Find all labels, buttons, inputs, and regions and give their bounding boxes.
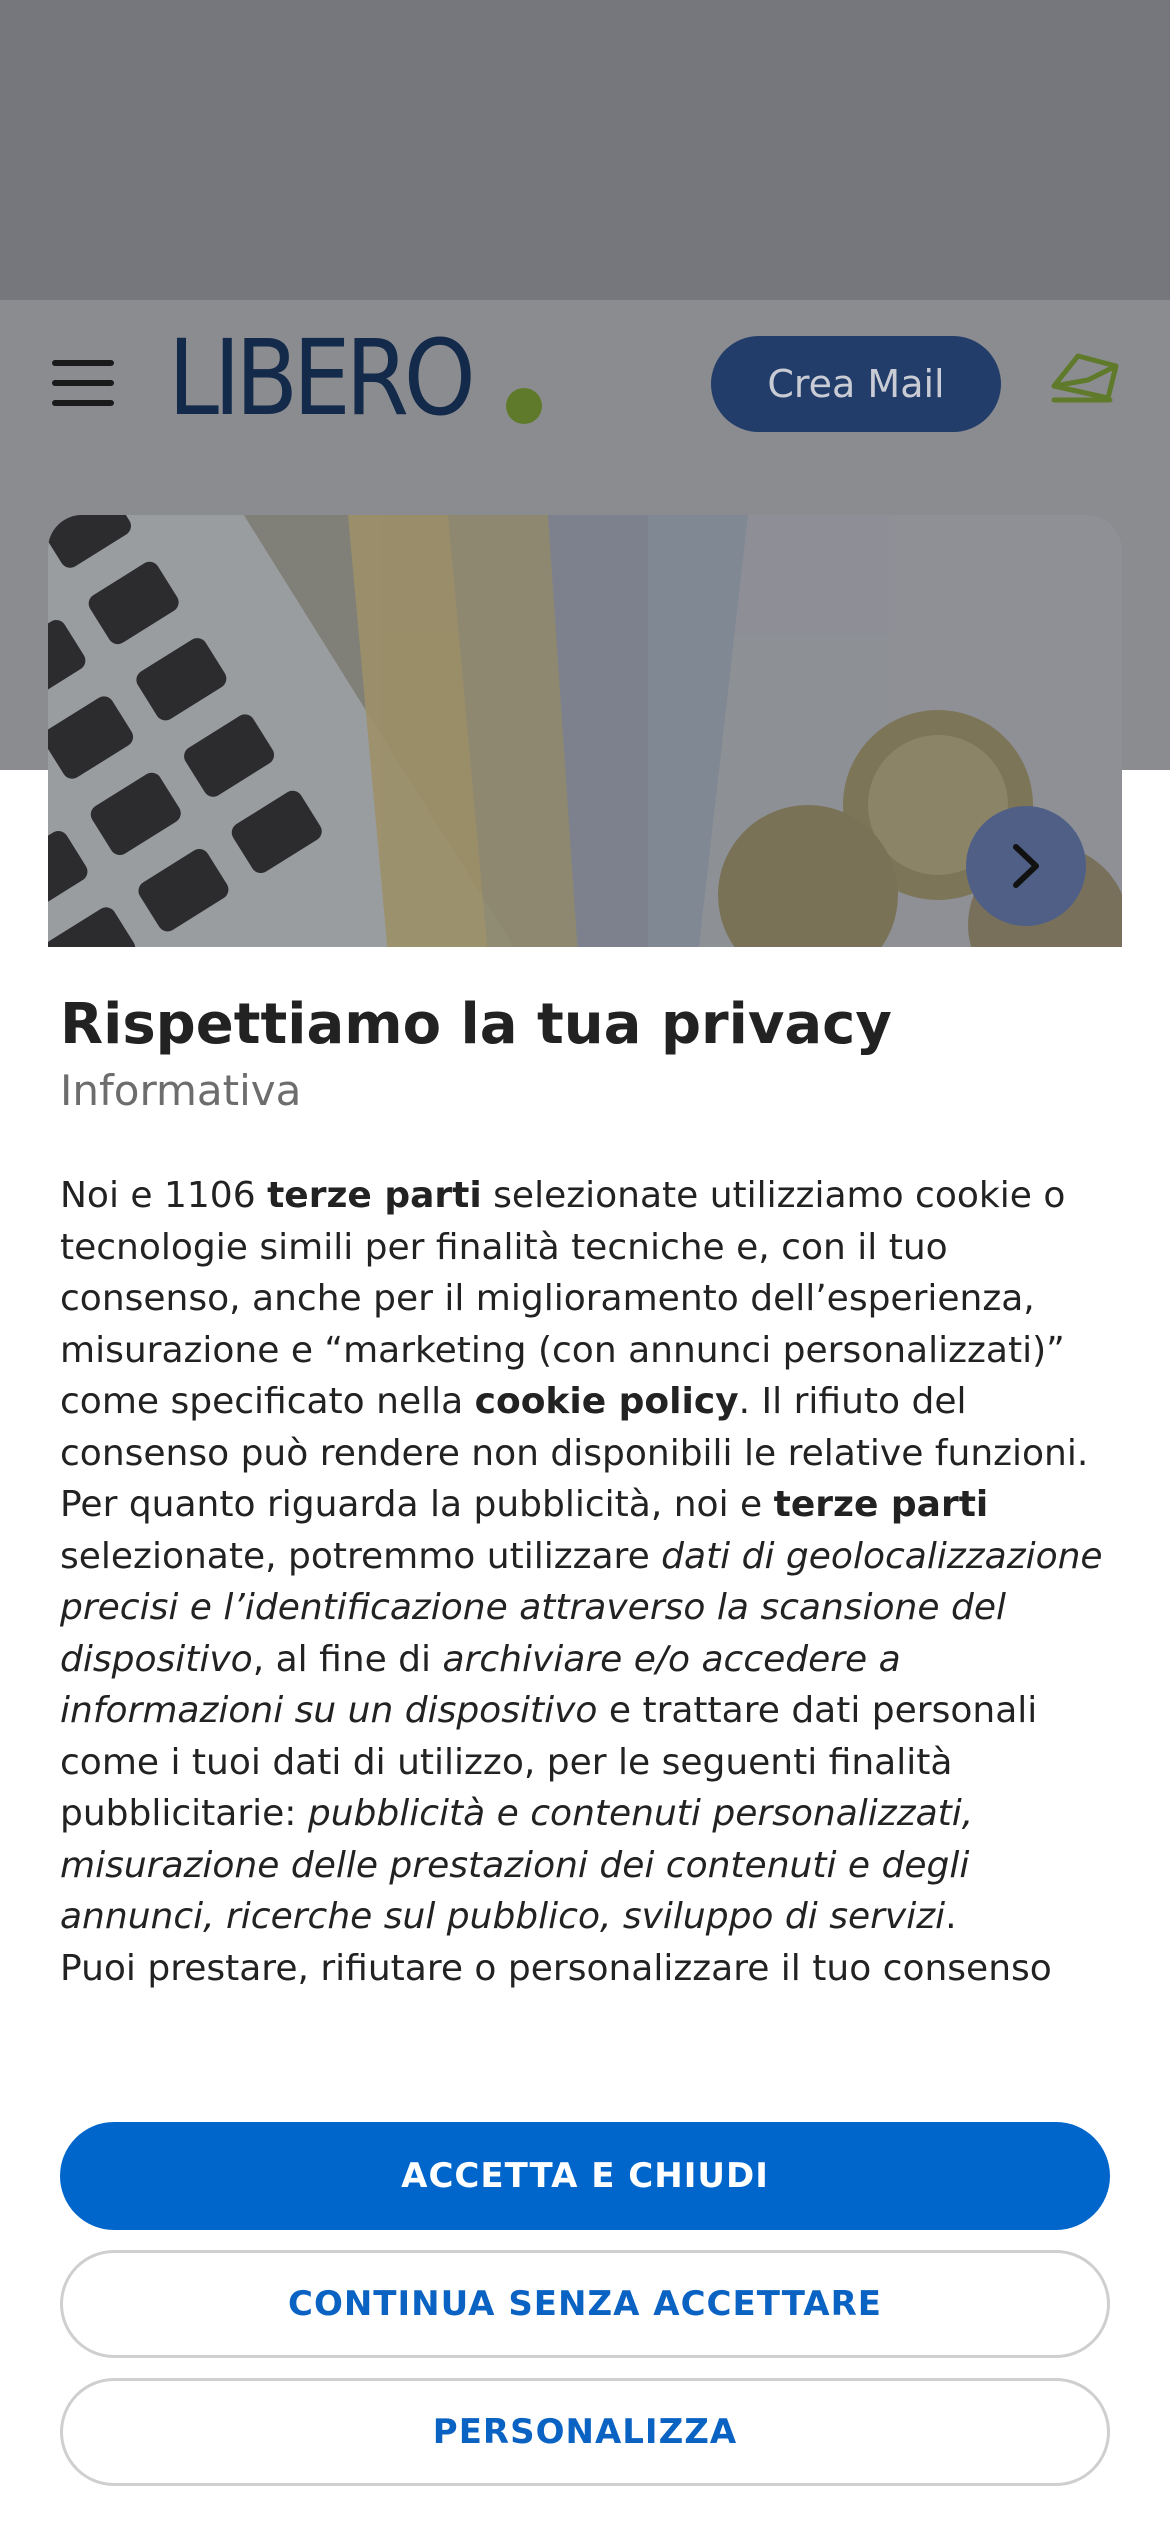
text: . [945,1896,957,1937]
consent-paragraph-3: Puoi prestare, rifiutare o personalizzare il tuo consenso [60,1947,1052,1989]
consent-paragraph-1 [60,1170,1120,1479]
logo-text: LIBERO [168,317,471,439]
accept-and-close-button[interactable]: ACCETTA E CHIUDI [60,2122,1110,2230]
text: Noi e 1106 [60,1175,268,1216]
scroll-fade [0,2050,1170,2090]
third-parties-link[interactable]: terze parti [773,1484,989,1525]
customize-button[interactable]: PERSONALIZZA [60,2378,1110,2486]
cookie-policy-link[interactable]: cookie policy [474,1381,739,1422]
text: selezionate utilizziamo cookie o tecnologie simili per finalità tecniche e, con il tuo consenso, anche per il miglioramento dell’esperienza, misurazione e “marketing (con annunci personalizzati)” come specificato nella [60,1175,1066,1422]
consent-paragraph-2 [60,1479,1120,1943]
hero-image-money-calculator[interactable] [48,515,1122,955]
continue-without-accepting-button[interactable]: CONTINUA SENZA ACCETTARE [60,2250,1110,2358]
libero-logo[interactable] [168,318,512,438]
crea-mail-button[interactable]: Crea Mail [711,336,1001,432]
logo-dot [506,388,542,424]
consent-body-scroll[interactable] [60,1170,1120,2085]
text: . Il rifiuto del consenso può rendere non disponibili le relative funzioni. [60,1381,1089,1474]
hamburger-icon[interactable] [52,360,114,406]
third-parties-link[interactable]: terze parti [267,1175,482,1216]
text: , al fine di [252,1638,443,1680]
chevron-right-icon [1006,841,1046,891]
carousel-next-button[interactable] [966,806,1086,926]
top-overlay-area [0,0,1170,300]
text: pubblicità e contenuti personalizzati, misurazione delle prestazioni dei contenuti e degli annunci, ricerche sul pubblico, sviluppo di servizi [60,1793,974,1937]
paper-plane-mail-icon[interactable] [1048,346,1124,410]
text: e trattare dati personali come i tuoi dati di utilizzo, per le seguenti finalità pubblicitarie: [60,1690,1038,1834]
text: archiviare e/o accedere a informazioni su un dispositivo [60,1638,901,1731]
text: dati di geolocalizzazione precisi e l’identificazione attraverso la scansione del dispositivo [60,1535,1103,1680]
consent-subtitle: Informativa [60,1066,302,1115]
consent-title: Rispettiamo la tua privacy [60,992,892,1057]
text: Per quanto riguarda la pubblicità, noi e [60,1484,774,1525]
text: selezionate, potremmo utilizzare [60,1535,662,1577]
